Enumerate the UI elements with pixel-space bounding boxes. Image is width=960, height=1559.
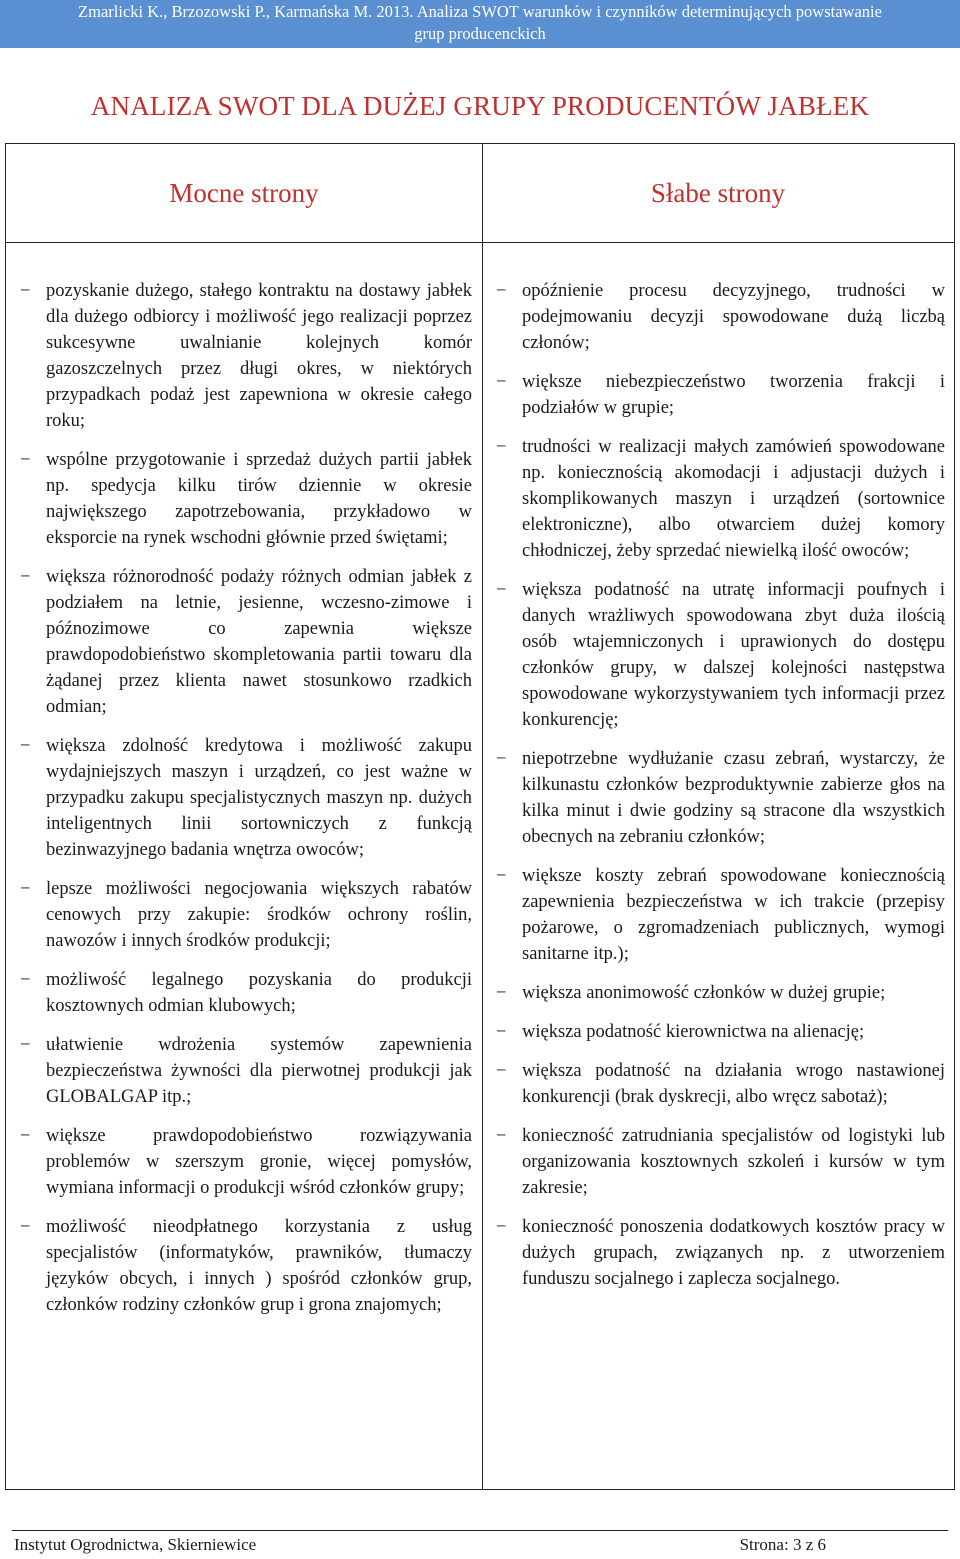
weaknesses-list [486,278,945,1305]
strengths-list [10,278,472,1331]
footer-institute: Instytut Ogrodnictwa, Skierniewice [14,1535,257,1554]
bullet-dash: − [496,1061,507,1081]
bullet-dash: − [496,1126,507,1146]
bullet-dash: − [20,567,31,587]
bullet-dash: − [20,1035,31,1055]
strength-item-text: możliwość legalnego pozyskania do produkcji kosztownych odmian klubowych; [46,970,472,1016]
bullet-dash: − [496,749,507,769]
footer-page-number: Strona: 3 z 6 [739,1535,826,1554]
weakness-item-text: większa podatność kierownictwa na alienację; [522,1022,865,1042]
bullet-dash: − [20,879,31,899]
weakness-item-text: większa podatność na działania wrogo nastawionej konkurencji (brak dyskrecji, albo wręcz sabotaż); [522,1061,945,1107]
strength-item [10,1032,472,1110]
bullet-dash: − [20,736,31,756]
bullet-dash: − [20,970,31,990]
weakness-item [486,1123,945,1201]
header-row-divider [6,242,954,243]
weakness-item-text: większe koszty zebrań spowodowane koniecznością zapewnienia bezpieczeństwa w ich trakcie (przepisy pożarowe, o zgromadzeniach publicznych, wymogi sanitarne itp.); [522,866,945,964]
strengths-heading: Mocne strony [169,178,319,208]
bullet-dash: − [20,1126,31,1146]
strength-item-text: większa zdolność kredytowa i możliwość zakupu wydajniejszych maszyn i urządzeń, co jest ważne w przypadku zakupu specjalistycznych maszyn np. dużych inteligentnych linii sortowniczych z funkcją bezinwazyjnego badania wnętrza owoców; [46,736,472,860]
strength-item [10,1123,472,1201]
weakness-item-text: większa anonimowość członków w dużej grupie; [522,983,886,1003]
weakness-item-text: większa podatność na utratę informacji poufnych i danych wrażliwych spowodowana zbyt duża ilością osób wtajemniczonych i uprawionych do dostępu członków grupy, w dalszej kolejności następstwa spowodowane wykorzystywaniem tych informacji przez konkurencję; [522,580,945,730]
strength-item-text: większe prawdopodobieństwo rozwiązywania problemów w szerszym gronie, więcej pomysłów, wymiana informacji o produkcji wśród członków grupy; [46,1126,472,1198]
weaknesses-heading: Słabe strony [650,178,786,208]
bullet-dash: − [496,866,507,886]
weakness-item [486,577,945,733]
weakness-item-text: opóźnienie procesu decyzyjnego, trudności w podejmowaniu decyzji spowodowane dużą liczbą członów; [522,281,945,353]
strength-item-text: lepsze możliwości negocjowania większych rabatów cenowych przy zakupie: środków ochrony roślin, nawozów i innych środków produkcji; [46,879,472,951]
bullet-dash: − [496,580,507,600]
weakness-item-text: konieczność zatrudniania specjalistów od logistyki lub organizowania kosztownych szkoleń i kursów w tym zakresie; [522,1126,945,1198]
weakness-item [486,1019,945,1045]
citation-line-1: Zmarlicki K., Brzozowski P., Karmańska M. 2013. Analiza SWOT warunków i czynników determinujących powstawanie [78,2,882,21]
strength-item [10,876,472,954]
page-title: ANALIZA SWOT DLA DUŻEJ GRUPY PRODUCENTÓW JABŁEK [90,91,870,121]
weakness-item-text: większe niebezpieczeństwo tworzenia frakcji i podziałów w grupie; [522,372,945,418]
citation-header [0,0,960,48]
strength-item [10,1214,472,1318]
bullet-dash: − [20,281,31,301]
strength-item-text: ułatwienie wdrożenia systemów zapewnienia bezpieczeństwa żywności dla pierwotnej produkcji jak GLOBALGAP itp.; [46,1035,472,1107]
swot-table [5,143,955,1490]
weakness-item [486,1058,945,1110]
weakness-item-text: konieczność ponoszenia dodatkowych kosztów pracy w dużych grupach, związanych np. z utworzeniem funduszu socjalnego i zaplecza socjalnego. [522,1217,945,1289]
strength-item [10,967,472,1019]
bullet-dash: − [20,1217,31,1237]
strength-item-text: pozyskanie dużego, stałego kontraktu na dostawy jabłek dla dużego odbiorcy i możliwość jego realizacji poprzez sukcesywne uwalnianie kolejnych komór gazoszczelnych przez długi okres, w niektórych przypadkach podaż jest zapewniona w okresie całego roku; [46,281,472,431]
citation-line-2: grup producenckich [414,24,546,43]
bullet-dash: − [496,281,507,301]
strength-item-text: możliwość nieodpłatnego korzystania z usług specjalistów (informatyków, prawników, tłumaczy języków obcych, i innych ) spośród członków grup, członków rodziny członków grup i grona znajomych; [46,1217,472,1315]
strength-item [10,278,472,434]
strength-item [10,447,472,551]
weakness-item [486,863,945,967]
weakness-item [486,746,945,850]
weakness-item [486,980,945,1006]
weakness-item [486,369,945,421]
weakness-item [486,434,945,564]
bullet-dash: − [496,1217,507,1237]
strength-item-text: wspólne przygotowanie i sprzedaż dużych partii jabłek np. spedycja kilku tirów dziennie w okresie największego zapotrzebowania, przykładowo w eksporcie na rynek wschodni głównie przed świętami; [46,450,472,548]
bullet-dash: − [20,450,31,470]
weakness-item [486,278,945,356]
weakness-item [486,1214,945,1292]
bullet-dash: − [496,1022,507,1042]
strength-item [10,733,472,863]
weakness-item-text: niepotrzebne wydłużanie czasu zebrań, wystarczy, że kilkunastu członków bezproduktywnie zabierze głos na kilka minut i dwie godziny są stracone dla wszystkich obecnych na zebraniu członków; [522,749,945,847]
bullet-dash: − [496,372,507,392]
strength-item [10,564,472,720]
strength-item-text: większa różnorodność podaży różnych odmian jabłek z podziałem na letnie, jesienne, wczesno-zimowe i późnozimowe co zapewnia większe prawdopodobieństwo skompletowania partii towaru dla żądanej przez klienta nawet stosunkowo rzadkich odmian; [46,567,472,717]
column-divider [482,144,483,1489]
footer-divider [12,1530,948,1531]
bullet-dash: − [496,983,507,1003]
bullet-dash: − [496,437,507,457]
weakness-item-text: trudności w realizacji małych zamówień spowodowane np. koniecznością akomodacji i adjustacji dużych i skomplikowanych maszyn i urządzeń (sortownice elektroniczne), albo otwarciem dużej komory chłodniczej, żeby sprzedać niewielką ilość owoców; [522,437,945,561]
